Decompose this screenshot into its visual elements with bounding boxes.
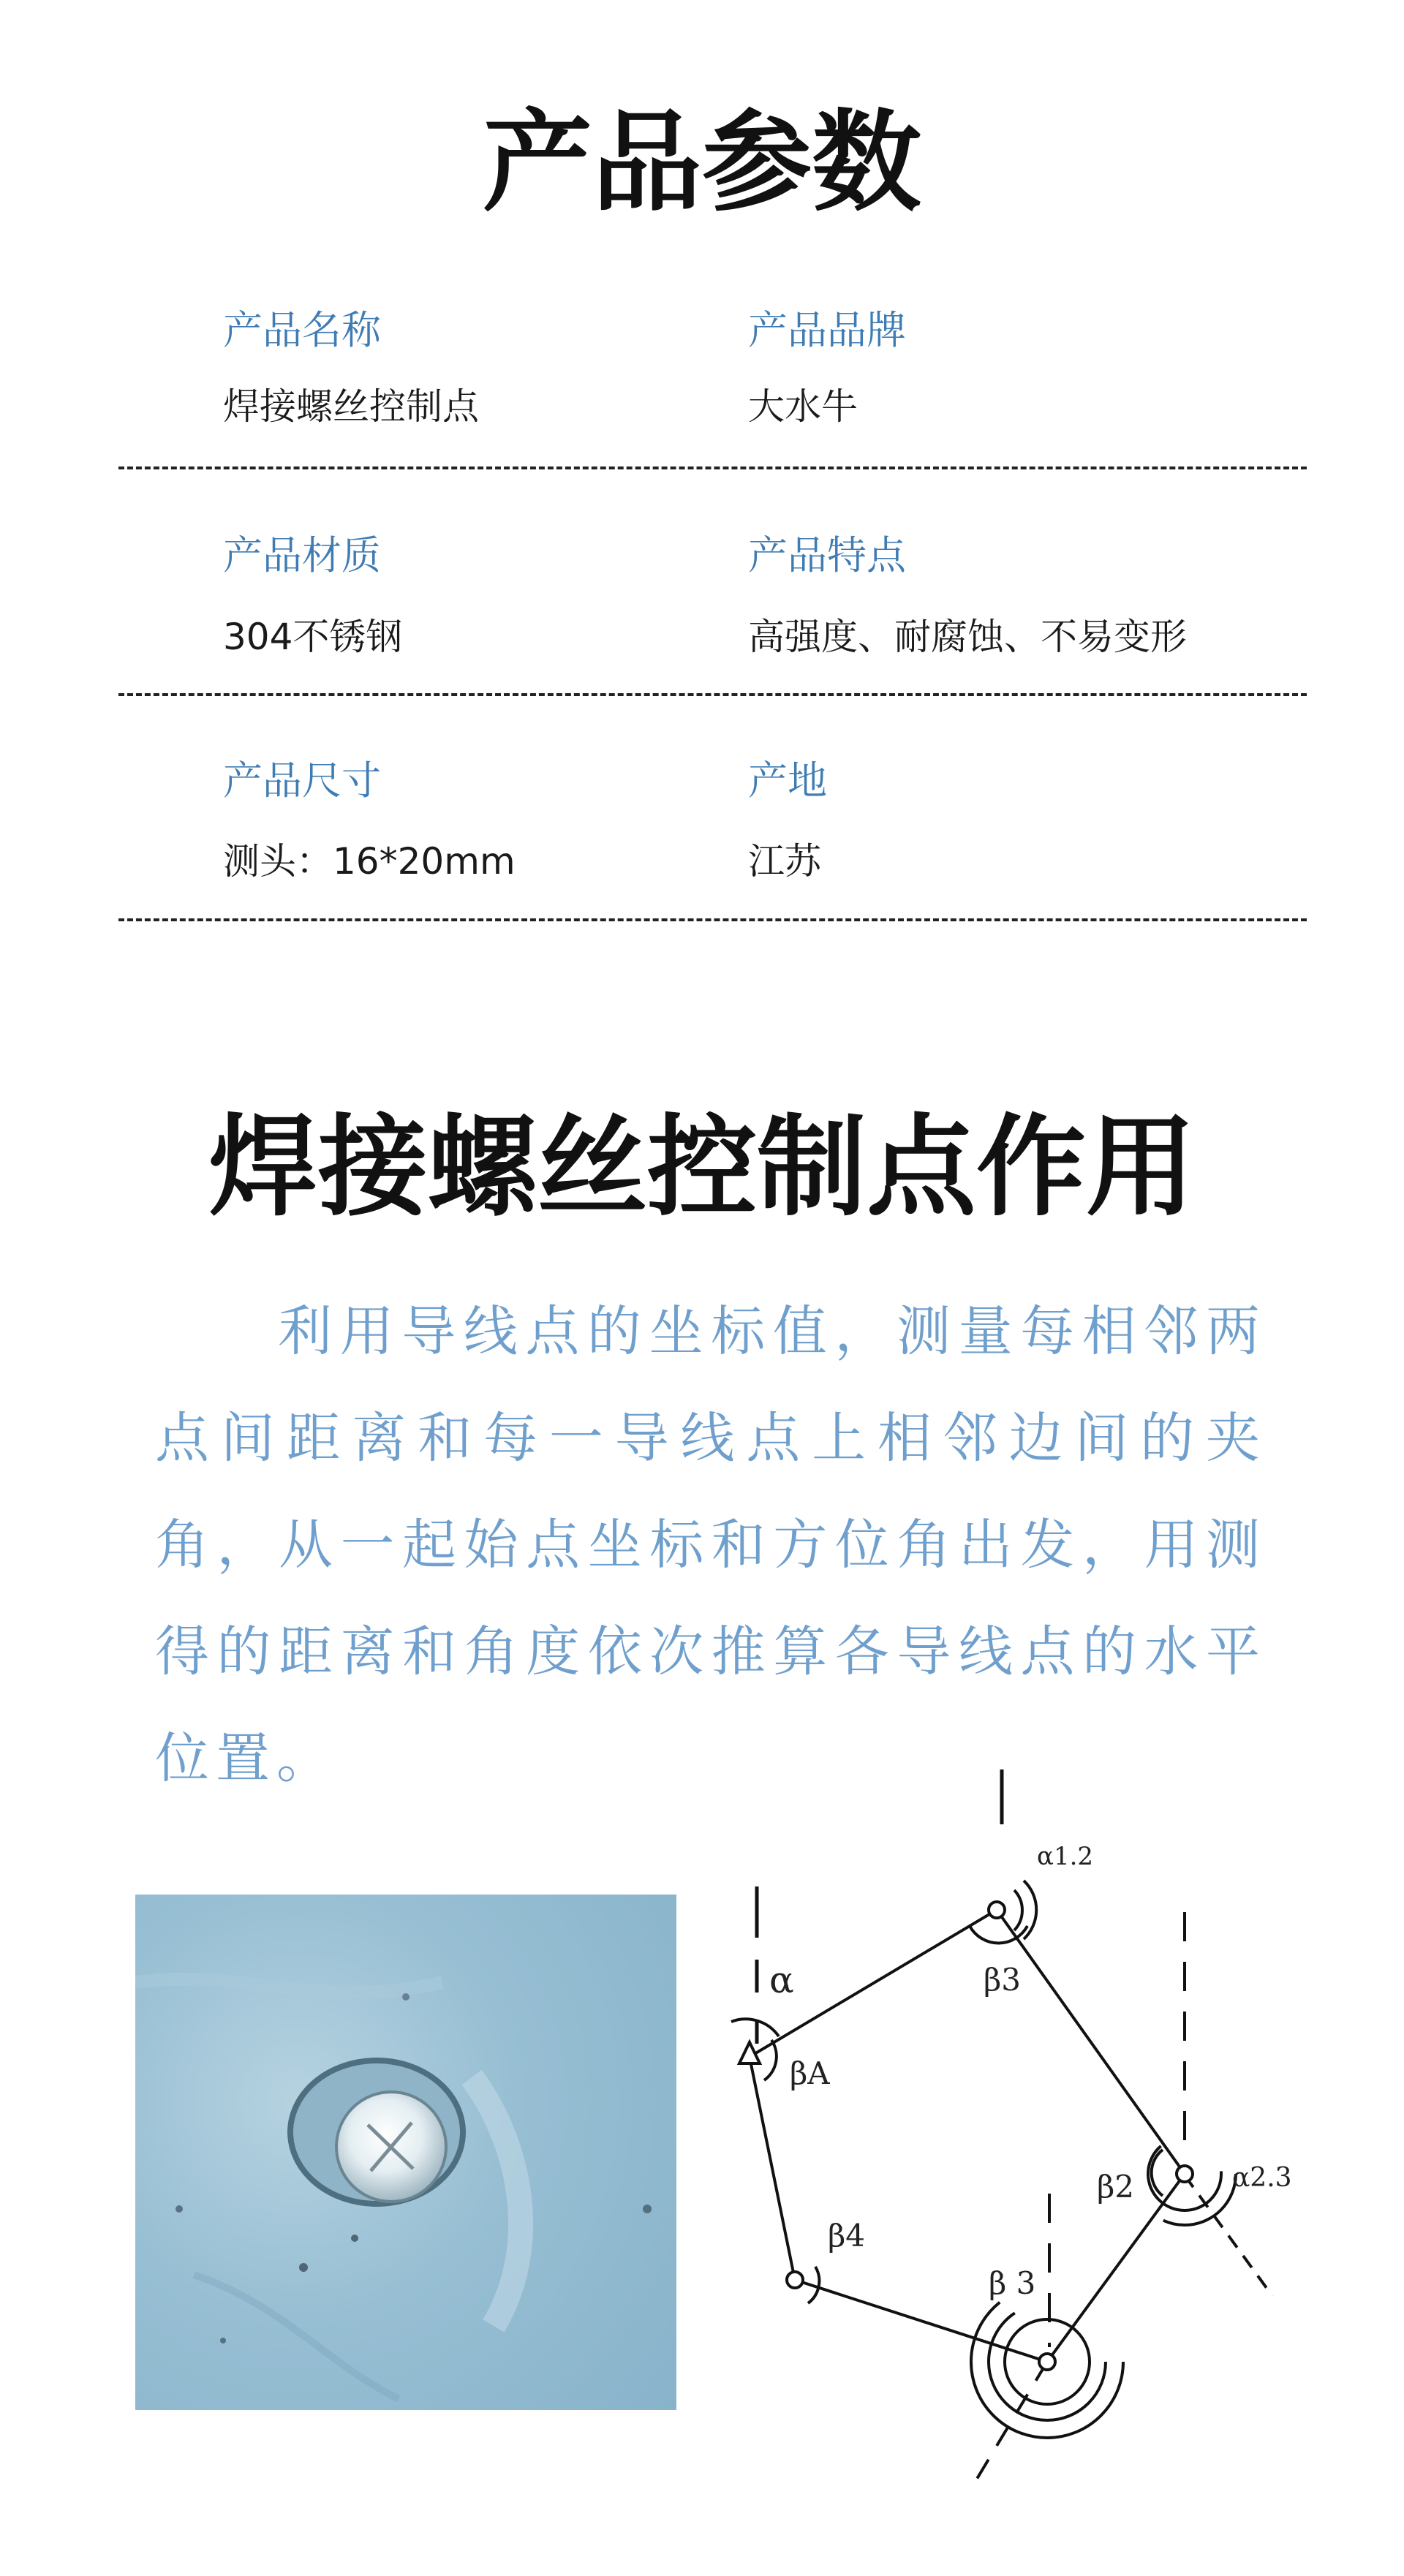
divider — [118, 693, 1307, 696]
product-feature-value: 高强度、耐腐蚀、不易变形 — [748, 616, 1187, 658]
label-beta2: β2 — [1097, 2169, 1135, 2205]
station-point — [1039, 2354, 1055, 2370]
product-name-label: 产品名称 — [223, 307, 381, 353]
product-origin-label: 产地 — [748, 758, 827, 804]
product-material-label: 产品材质 — [223, 532, 381, 578]
label-beta3-bottom: β 3 — [989, 2265, 1036, 2301]
product-feature-label: 产品特点 — [748, 532, 906, 578]
product-brand-value: 大水牛 — [748, 385, 858, 428]
divider — [118, 467, 1307, 469]
label-beta4: β4 — [828, 2218, 866, 2254]
product-brand-label: 产品品牌 — [748, 307, 906, 353]
label-beta3-top: β3 — [984, 1962, 1022, 1998]
product-size-value: 测头：16*20mm — [223, 840, 516, 883]
label-betaA: βA — [790, 2055, 830, 2091]
label-alpha23: α2.3 — [1232, 2163, 1292, 2193]
station-point — [989, 1902, 1005, 1918]
product-origin-value: 江苏 — [748, 840, 821, 883]
station-point — [1177, 2166, 1193, 2182]
product-name-value: 焊接螺丝控制点 — [223, 385, 479, 428]
section-title-function: 焊接螺丝控制点作用 — [208, 1103, 1196, 1231]
traverse-diagram — [687, 1769, 1302, 2501]
label-alpha12: α1.2 — [1037, 1842, 1094, 1871]
function-description — [155, 1278, 1267, 1812]
label-alpha: α — [769, 1959, 794, 2001]
product-size-label: 产品尺寸 — [223, 758, 381, 804]
extension-line — [1185, 2175, 1272, 2296]
photo-illustration — [135, 1895, 676, 2410]
section-title-params: 产品参数 — [482, 98, 921, 227]
station-point — [787, 2272, 803, 2288]
product-material-value: 304不锈钢 — [223, 616, 403, 658]
divider — [118, 918, 1307, 921]
control-point-photo — [135, 1895, 676, 2410]
description-text: 利用导线点的坐标值，测量每相邻两点间距离和每一导线点上相邻边间的夹角，从一起始点坐标和方位角出发，用测得的距离和角度依次推算各导线点的水平位置。 — [155, 1300, 1267, 1790]
